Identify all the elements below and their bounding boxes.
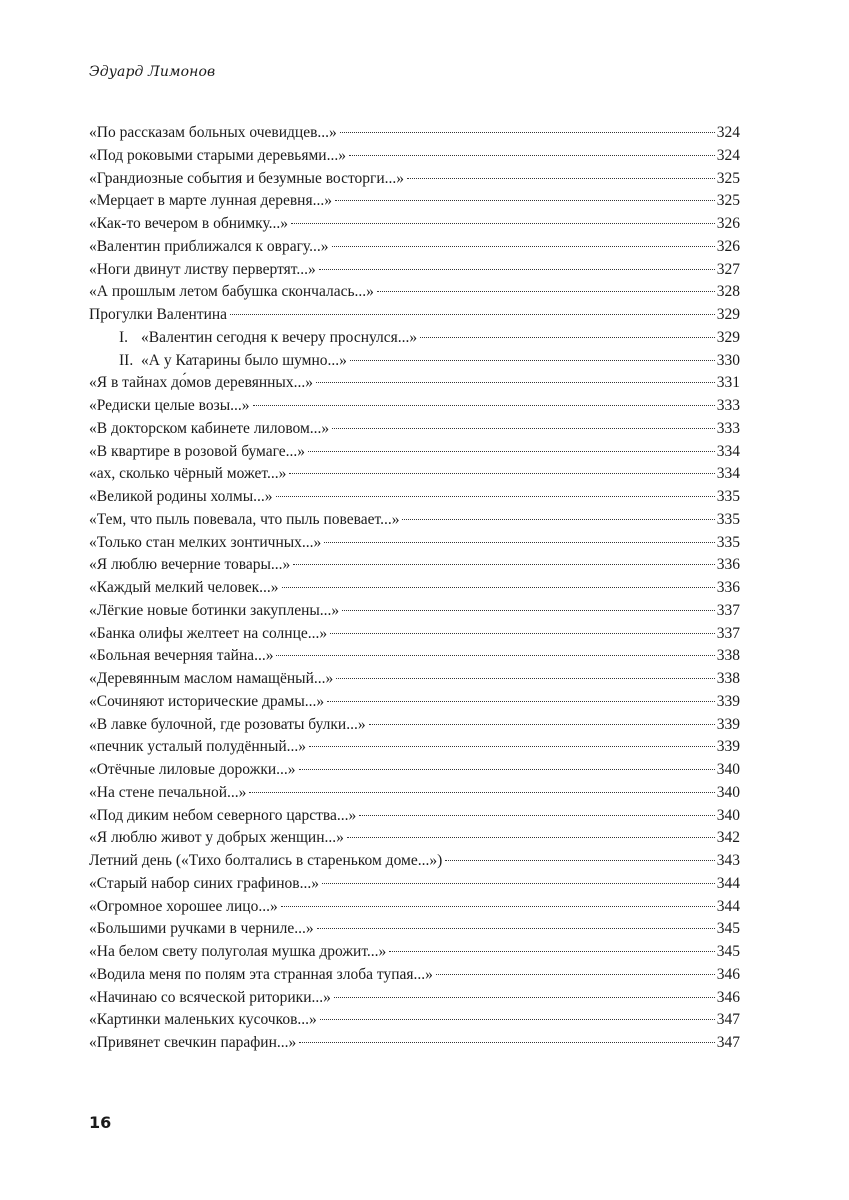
toc-entry-page: 340 xyxy=(716,783,740,801)
toc-entry-page: 337 xyxy=(716,601,740,619)
toc-entry-title: «Я люблю живот у добрых женщин...» xyxy=(89,829,344,847)
toc-entry xyxy=(89,509,740,532)
dot-leader xyxy=(347,837,715,838)
toc-entry-page: 345 xyxy=(716,920,740,938)
toc-entry-title: «В лавке булочной, где розоваты булки...» xyxy=(89,715,366,733)
toc-entry-page: 334 xyxy=(716,442,740,460)
dot-leader xyxy=(230,314,715,315)
toc-entry xyxy=(89,918,740,941)
toc-entry xyxy=(89,714,740,737)
toc-entry-title: «А прошлым летом бабушка скончалась...» xyxy=(89,283,374,301)
toc-entry-title: Прогулки Валентина xyxy=(89,306,228,323)
toc-entry-title: «Больная вечерняя тайна...» xyxy=(89,647,274,665)
toc-entry xyxy=(89,736,740,759)
toc-entry-title: «Под роковыми старыми деревьями...» xyxy=(89,146,346,164)
toc-entry-page: 346 xyxy=(716,988,740,1006)
toc-entry xyxy=(89,350,740,373)
toc-entry-title: «Тем, что пыль повевала, что пыль повевает...» xyxy=(89,510,400,528)
dot-leader xyxy=(330,633,715,634)
toc-entry xyxy=(89,759,740,782)
toc-entry-title: «Под диким небом северного царства...» xyxy=(89,806,357,824)
running-head: Эдуард Лимонов xyxy=(89,64,216,80)
toc-entry xyxy=(89,168,740,191)
dot-leader xyxy=(282,587,715,588)
toc-entry-page: 338 xyxy=(716,647,740,665)
toc-entry-page: 334 xyxy=(716,465,740,483)
toc-entry-page: 339 xyxy=(716,738,740,756)
dot-leader xyxy=(369,724,715,725)
toc-entry-page: 335 xyxy=(716,488,740,505)
toc-entry-page: 335 xyxy=(716,510,740,528)
toc-entry xyxy=(89,850,740,873)
toc-entry-page: 325 xyxy=(716,192,740,210)
toc-entry-page: 345 xyxy=(716,943,740,960)
toc-entry-title: «Картинки маленьких кусочков...» xyxy=(89,1011,317,1029)
dot-leader xyxy=(327,701,715,702)
toc-entry-page: 326 xyxy=(716,237,740,255)
toc-entry xyxy=(89,645,740,668)
dot-leader xyxy=(289,473,714,474)
toc-entry-page: 333 xyxy=(716,419,740,437)
toc-entry xyxy=(89,122,740,145)
toc-entry-title: «Водила меня по полям эта странная злоба тупая...» xyxy=(89,965,433,983)
dot-leader xyxy=(349,155,715,156)
toc-entry-page: 330 xyxy=(716,351,740,369)
toc-entry-page: 325 xyxy=(716,169,740,187)
toc-entry-title: «В докторском кабинете лиловом...» xyxy=(89,419,330,437)
dot-leader xyxy=(342,610,715,611)
toc-entry-page: 337 xyxy=(716,624,740,642)
toc-entry xyxy=(89,1032,740,1055)
toc-entry-title: «Грандиозные события и безумные восторги...» xyxy=(89,169,405,187)
dot-leader xyxy=(299,769,715,770)
toc-entry xyxy=(89,213,740,236)
toc-entry-title: «А у Катарины было шумно...» xyxy=(141,351,347,369)
toc-entry-title: «Отёчные лиловые дорожки...» xyxy=(89,761,296,778)
toc-entry-title: «Старый набор синих графинов...» xyxy=(89,874,319,892)
toc-entry xyxy=(89,577,740,600)
toc-entry-title: «Сочиняют исторические драмы...» xyxy=(89,692,325,710)
toc-entry-title: «ах, сколько чёрный может...» xyxy=(89,465,287,483)
toc-entry-page: 333 xyxy=(716,397,740,414)
toc-entry xyxy=(89,1009,740,1032)
toc-entry-page: 346 xyxy=(716,965,740,983)
toc-entry xyxy=(89,896,740,919)
toc-entry-title: «Начинаю со всяческой риторики...» xyxy=(89,988,331,1006)
toc-entry-numeral: II. xyxy=(119,351,134,369)
toc-entry xyxy=(89,259,740,282)
toc-entry-title: «Мерцает в марте лунная деревня...» xyxy=(89,192,332,210)
dot-leader xyxy=(332,246,715,247)
toc-entry xyxy=(89,190,740,213)
toc-entry xyxy=(89,327,740,350)
toc-entry-page: 327 xyxy=(716,260,740,278)
dot-leader xyxy=(389,951,714,952)
dot-leader xyxy=(308,451,715,452)
dot-leader xyxy=(324,542,714,543)
toc-entry-title: «Огромное хорошее лицо...» xyxy=(89,897,278,915)
toc-entry-title: «Лёгкие новые ботинки закуплены...» xyxy=(89,601,340,619)
dot-leader xyxy=(334,997,715,998)
toc-entry-page: 336 xyxy=(716,579,740,596)
toc-entry-title: «Привянет свечкин парафин...» xyxy=(89,1034,297,1051)
dot-leader xyxy=(291,223,715,224)
toc-entry-page: 326 xyxy=(716,215,740,232)
dot-leader xyxy=(249,792,714,793)
toc-entry xyxy=(89,236,740,259)
toc-entry-title: «Я люблю вечерние товары...» xyxy=(89,556,291,574)
toc-entry-page: 331 xyxy=(716,374,740,392)
toc-entry-title: «Как-то вечером в обнимку...» xyxy=(89,215,289,232)
toc-entry-title: «Ноги двинут листву первертят...» xyxy=(89,260,316,278)
toc-entry-page: 329 xyxy=(716,306,740,323)
toc-entry-title: «Валентин приближался к оврагу...» xyxy=(89,237,329,255)
toc-entry xyxy=(89,623,740,646)
toc-entry-page: 338 xyxy=(716,670,740,687)
toc-entry xyxy=(89,805,740,828)
toc-entry-title: «На стене печальной...» xyxy=(89,783,247,801)
toc-entry-title: «Банка олифы желтеет на солнце...» xyxy=(89,624,328,642)
dot-leader xyxy=(359,815,714,816)
toc-entry-page: 343 xyxy=(716,852,740,869)
toc-entry-page: 344 xyxy=(716,897,740,915)
dot-leader xyxy=(317,928,715,929)
toc-entry-page: 324 xyxy=(716,124,740,141)
dot-leader xyxy=(309,746,715,747)
toc-entry-numeral: I. xyxy=(119,328,129,346)
toc-entry xyxy=(89,441,740,464)
dot-leader xyxy=(335,200,715,201)
toc-entry-title: «Я в тайнах до́мов деревянных...» xyxy=(89,374,313,392)
toc-entry xyxy=(89,486,740,509)
toc-entry xyxy=(89,418,740,441)
toc-entry-page: 347 xyxy=(716,1011,740,1029)
toc-entry-title: Летний день («Тихо болтались в стареньком доме...») xyxy=(89,852,443,869)
toc-entry-page: 339 xyxy=(716,715,740,733)
toc-entry-page: 339 xyxy=(716,692,740,710)
toc-entry-page: 324 xyxy=(716,146,740,164)
toc-entry-title: «На белом свету полуголая мушка дрожит...» xyxy=(89,943,387,960)
dot-leader xyxy=(293,564,714,565)
dot-leader xyxy=(377,291,715,292)
toc-entry-page: 340 xyxy=(716,761,740,778)
toc-entry-page: 344 xyxy=(716,874,740,892)
dot-leader xyxy=(319,269,715,270)
toc-entry xyxy=(89,304,740,327)
dot-leader xyxy=(420,337,715,338)
dot-leader xyxy=(332,428,715,429)
toc-entry-page: 340 xyxy=(716,806,740,824)
toc-entry-page: 329 xyxy=(716,328,740,346)
dot-leader xyxy=(253,405,715,406)
toc-entry-page: 342 xyxy=(716,829,740,847)
dot-leader xyxy=(320,1019,715,1020)
dot-leader xyxy=(322,883,715,884)
dot-leader xyxy=(350,360,715,361)
toc-entry xyxy=(89,827,740,850)
toc-entry xyxy=(89,532,740,555)
dot-leader xyxy=(299,1042,714,1043)
toc-entry xyxy=(89,964,740,987)
dot-leader xyxy=(436,974,715,975)
dot-leader xyxy=(276,496,715,497)
toc-entry-title: «Великой родины холмы...» xyxy=(89,488,273,505)
toc-entry-title: «печник усталый полудённый...» xyxy=(89,738,307,756)
toc-entry-title: «Валентин сегодня к вечеру проснулся...» xyxy=(141,328,418,346)
toc-entry xyxy=(89,372,740,395)
toc-entry-title: «Редиски целые возы...» xyxy=(89,397,250,414)
page-number: 16 xyxy=(89,1113,112,1132)
table-of-contents xyxy=(89,122,740,1055)
dot-leader xyxy=(407,178,715,179)
toc-entry-title: «По рассказам больных очевидцев...» xyxy=(89,124,337,141)
toc-entry xyxy=(89,395,740,418)
toc-entry xyxy=(89,782,740,805)
dot-leader xyxy=(316,382,715,383)
toc-entry xyxy=(89,554,740,577)
dot-leader xyxy=(402,519,714,520)
toc-entry-page: 347 xyxy=(716,1034,740,1051)
dot-leader xyxy=(336,678,715,679)
dot-leader xyxy=(340,132,715,133)
toc-entry-page: 328 xyxy=(716,283,740,301)
toc-entry xyxy=(89,691,740,714)
dot-leader xyxy=(281,906,715,907)
toc-entry xyxy=(89,600,740,623)
toc-entry-title: «Большими ручками в черниле...» xyxy=(89,920,314,938)
toc-entry-title: «Каждый мелкий человек...» xyxy=(89,579,279,596)
toc-entry-title: «В квартире в розовой бумаге...» xyxy=(89,442,306,460)
toc-entry xyxy=(89,281,740,304)
toc-entry xyxy=(89,668,740,691)
toc-entry xyxy=(89,987,740,1010)
toc-entry xyxy=(89,463,740,486)
toc-entry-page: 336 xyxy=(716,556,740,574)
toc-entry-title: «Деревянным маслом намащёный...» xyxy=(89,670,334,687)
toc-entry xyxy=(89,145,740,168)
toc-entry-page: 335 xyxy=(716,533,740,551)
dot-leader xyxy=(276,655,714,656)
dot-leader xyxy=(445,860,714,861)
toc-entry xyxy=(89,941,740,964)
toc-entry xyxy=(89,873,740,896)
toc-entry-title: «Только стан мелких зонтичных...» xyxy=(89,533,322,551)
